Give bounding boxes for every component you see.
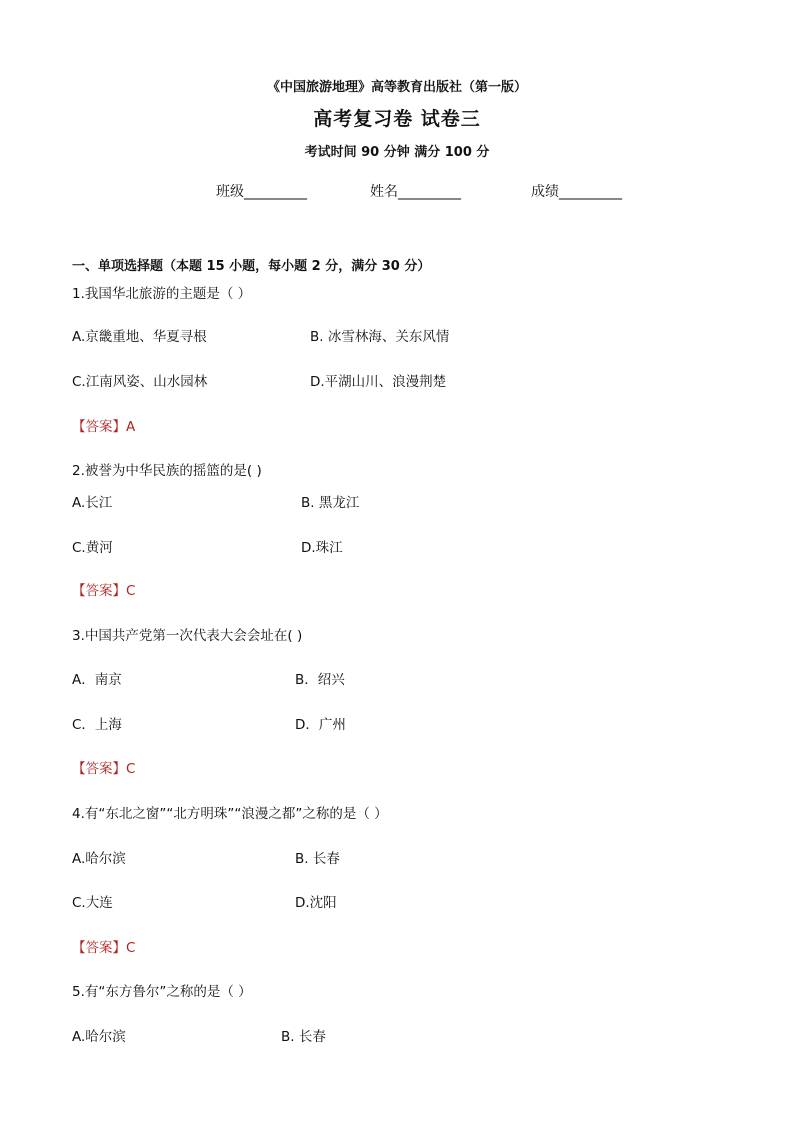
exam-title: 高考复习卷 试卷三 (313, 108, 481, 130)
score-field: 成绩_________ (531, 184, 622, 200)
option-c: C.黄河 (72, 540, 113, 556)
section-heading: 一、单项选择题（本题 15 小题，每小题 2 分，满分 30 分） (72, 259, 431, 274)
answer: 【答案】C (72, 761, 136, 777)
option-c: C.江南风姿、山水园林 (72, 374, 208, 390)
question-stem: 5.有“东方鲁尔”之称的是（ ） (72, 984, 252, 1000)
option-a: A.长江 (72, 495, 113, 511)
question-stem: 1.我国华北旅游的主题是（ ） (72, 286, 252, 302)
answer: 【答案】C (72, 940, 136, 956)
option-b: B. 长春 (295, 851, 340, 867)
option-a: A.哈尔滨 (72, 1029, 126, 1045)
option-d: D．广州 (295, 717, 346, 733)
answer: 【答案】C (72, 583, 136, 599)
question-stem: 4.有“东北之窗”“北方明珠”“浪漫之都”之称的是（ ） (72, 806, 388, 822)
question-stem: 3.中国共产党第一次代表大会会址在( ) (72, 628, 303, 644)
name-field: 姓名_________ (370, 184, 461, 200)
option-d: D.沈阳 (295, 895, 337, 911)
option-d: D.珠江 (301, 540, 343, 556)
option-a: A．南京 (72, 672, 122, 688)
book-title: 《中国旅游地理》高等教育出版社（第一版） (266, 80, 527, 95)
option-b: B．绍兴 (295, 672, 345, 688)
option-b: B. 冰雪林海、关东风情 (310, 329, 450, 345)
question-stem: 2.被誉为中华民族的摇篮的是( ) (72, 463, 262, 479)
option-a: A.京畿重地、华夏寻根 (72, 329, 207, 345)
option-d: D.平湖山川、浪漫荆楚 (310, 374, 447, 390)
option-a: A.哈尔滨 (72, 851, 126, 867)
option-c: C．上海 (72, 717, 122, 733)
option-b: B. 长春 (281, 1029, 326, 1045)
option-b: B. 黑龙江 (301, 495, 360, 511)
class-field: 班级_________ (216, 184, 307, 200)
exam-meta: 考试时间 90 分钟 满分 100 分 (304, 145, 490, 160)
answer: 【答案】A (72, 419, 136, 435)
option-c: C.大连 (72, 895, 113, 911)
